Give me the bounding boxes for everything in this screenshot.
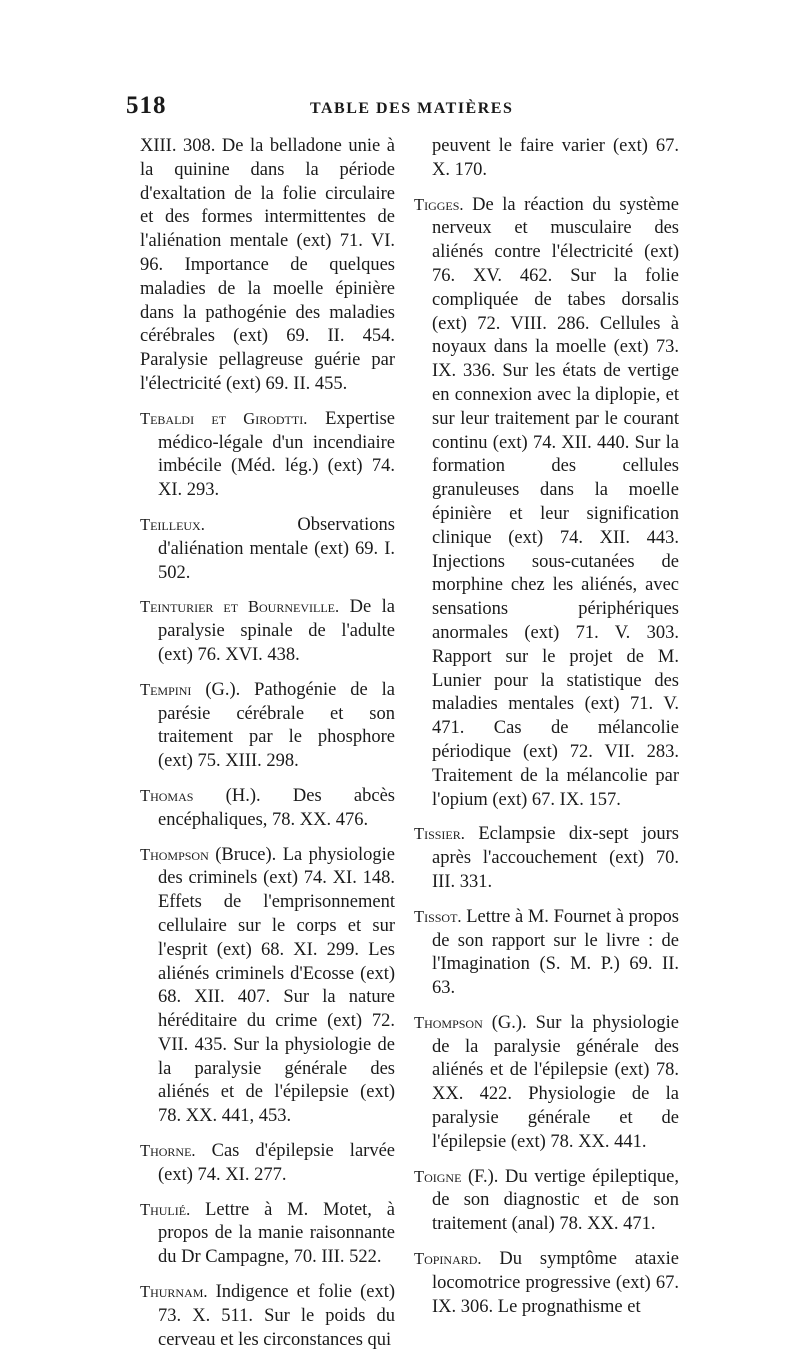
- entry-name: Thomas: [140, 785, 194, 805]
- index-entry: [414, 1247, 679, 1319]
- index-entry: [414, 1011, 679, 1155]
- right-column: [414, 134, 679, 1329]
- entry-name: Thurnam.: [140, 1282, 208, 1302]
- index-entry: [414, 905, 679, 1001]
- entry-text: Cas d'épilepsie larvée (ext) 74. XI. 277.: [158, 1141, 395, 1185]
- entry-text: (Bruce). La physiologie des criminels (ext) 74. XI. 148. Effets de l'emprisonnement cellulaire sur le corps et sur l'esprit (ext) 68. XI. 299. Les aliénés criminels d'Ecosse (ext) 68. XII. 407. Sur la nature héréditaire du crime (ext) 72. VII. 435. Sur la physiologie de la paralysie générale des aliénés et de l'épilepsie (ext) 78. XX. 441, 453.: [158, 844, 395, 1127]
- index-entry: [414, 134, 679, 183]
- entry-text: Lettre à M. Fournet à propos de son rapport sur le livre : de l'Imagination (S. M. P.) 69. II. 63.: [432, 906, 679, 999]
- entry-text: (F.). Du vertige épileptique, de son diagnostic et de son traitement (anal) 78. XX. 471.: [432, 1166, 679, 1235]
- entry-name: Toigne: [414, 1166, 462, 1186]
- page-number: 518: [126, 92, 167, 119]
- index-entry: [414, 193, 679, 813]
- index-entry: [140, 134, 395, 397]
- index-entry: [140, 1139, 395, 1188]
- entry-name: Topinard.: [414, 1249, 482, 1269]
- entry-name: Teilleux.: [140, 514, 205, 534]
- entry-text: De la paralysie spinale de l'adulte (ext) 76. XVI. 438.: [158, 597, 395, 665]
- index-entry: [140, 595, 395, 667]
- entry-text: Indigence et folie (ext) 73. X. 511. Sur le poids du cerveau et les circonstances qui: [158, 1282, 395, 1350]
- entry-name: Tempini: [140, 679, 192, 699]
- index-entry: [140, 843, 395, 1130]
- entry-name: Tebaldi et Girodtti.: [140, 408, 308, 428]
- entry-text: Du symptôme ataxie locomotrice progressive (ext) 67. IX. 306. Le prognathisme et: [432, 1249, 679, 1317]
- left-column: [140, 134, 395, 1362]
- entry-text: Lettre à M. Motet, à propos de la manie raisonnante du Dr Campagne, 70. III. 522.: [158, 1199, 395, 1268]
- entry-text: Expertise médico-légale d'un incendiaire imbécile (Méd. lég.) (ext) 74. XI. 293.: [158, 408, 395, 501]
- index-entry: [140, 678, 395, 774]
- entry-name: Thompson: [414, 1012, 483, 1032]
- entry-text: peuvent le faire varier (ext) 67. X. 170.: [432, 136, 679, 180]
- index-entry: [414, 1165, 679, 1237]
- index-entry: [140, 784, 395, 833]
- entry-name: Tissier.: [414, 824, 465, 844]
- entry-text: XIII. 308. De la belladone unie à la quinine dans la période d'exaltation de la folie circulaire et des formes intermittentes de l'aliénation mentale (ext) 71. VI. 96. Importance de quelques maladies de la moelle épinière dans la pathogénie des maladies cérébrales (ext) 69. II. 454. Paralysie pellagreuse guérie par l'électricité (ext) 69. II. 455.: [140, 136, 395, 394]
- entry-text: Observations d'aliénation mentale (ext) 69. I. 502.: [158, 514, 395, 583]
- running-title: TABLE DES MATIÈRES: [310, 100, 514, 117]
- entry-text: (G.). Sur la physiologie de la paralysie générale des aliénés et de l'épilepsie (ext) 78. XX. 422. Physiologie de la paralysie générale et de l'épilepsie (ext) 78. XX. 441.: [432, 1012, 679, 1152]
- index-entry: [414, 822, 679, 894]
- index-entry: [140, 1280, 395, 1352]
- entry-text: (G.). Pathogénie de la parésie cérébrale et son traitement par le phosphore (ext) 75. XIII. 298.: [158, 679, 395, 772]
- entry-name: Tissot.: [414, 906, 462, 926]
- entry-name: Tigges.: [414, 194, 464, 214]
- entry-name: Thulié.: [140, 1199, 191, 1219]
- entry-text: De la réaction du système nerveux et musculaire des aliénés contre l'électricité (ext) 76. XV. 462. Sur la folie compliquée de tabes dorsalis (ext) 72. VIII. 286. Cellules à noyaux dans la moelle (ext) 73. IX. 336. Sur les états de vertige en connexion avec la diplopie, et sur leur traitement par le courant continu (ext) 74. XII. 440. Sur la formation des cellules granuleuses dans la moelle épinière et leur signification clinique (ext) 74. XII. 443. Injections sous-cutanées de morphine chez les aliénés, avec sensations périphériques anormales (ext) 71. V. 303. Rapport sur le projet de M. Lunier pour la statistique des maladies mentales (ext) 71. V. 471. Cas de mélancolie périodique (ext) 72. VII. 283. Traitement de la mélancolie par l'opium (ext) 67. IX. 157.: [432, 194, 679, 810]
- entry-name: Teinturier et Bourneville.: [140, 597, 340, 617]
- index-entry: [140, 513, 395, 585]
- entry-text: Eclampsie dix-sept jours après l'accouchement (ext) 70. III. 331.: [432, 824, 679, 892]
- entry-name: Thompson: [140, 844, 209, 864]
- entry-text: (H.). Des abcès encéphaliques, 78. XX. 476.: [158, 785, 395, 830]
- index-entry: [140, 1198, 395, 1270]
- entry-name: Thorne.: [140, 1141, 196, 1161]
- index-entry: [140, 407, 395, 503]
